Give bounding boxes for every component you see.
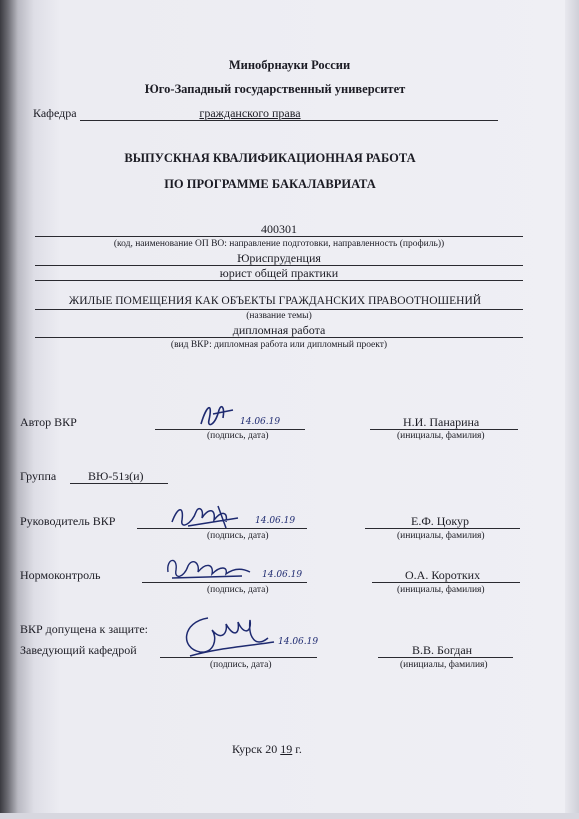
footer-year-suffix: 19 bbox=[280, 742, 293, 756]
supervisor-sign-caption: (подпись, дата) bbox=[207, 531, 269, 541]
supervisor-signature bbox=[168, 500, 248, 534]
author-signature bbox=[195, 400, 240, 432]
ministry-title: Минобрнауки России bbox=[228, 58, 351, 72]
normcontrol-name-line bbox=[372, 582, 520, 583]
program-code: 400301 bbox=[261, 222, 297, 236]
topic-caption: (название темы) bbox=[246, 311, 312, 321]
program-profile: юрист общей практики bbox=[219, 266, 339, 280]
topic-value: ЖИЛЫЕ ПОМЕЩЕНИЯ КАК ОБЪЕКТЫ ГРАЖДАНСКИХ ПРАВООТНОШЕНИЙ bbox=[68, 295, 482, 307]
head-signature bbox=[178, 608, 278, 666]
department-value: гражданского права bbox=[199, 106, 301, 120]
supervisor-name-caption: (инициалы, фамилия) bbox=[397, 531, 485, 541]
normcontrol-name: О.А. Коротких bbox=[405, 568, 481, 582]
group-value: ВЮ-51з(и) bbox=[88, 469, 144, 483]
head-name-caption: (инициалы, фамилия) bbox=[400, 660, 488, 670]
work-title-line1: ВЫПУСКНАЯ КВАЛИФИКАЦИОННАЯ РАБОТА bbox=[124, 151, 416, 165]
group-label: Группа bbox=[20, 469, 57, 483]
normcontrol-sign-date: 14.06.19 bbox=[262, 570, 303, 580]
head-of-department-label: Заведующий кафедрой bbox=[20, 643, 137, 657]
supervisor-name: Е.Ф. Цокур bbox=[411, 514, 469, 528]
work-type-value: дипломная работа bbox=[232, 323, 326, 337]
topic-underline bbox=[35, 309, 523, 310]
page-edge-bottom bbox=[0, 813, 579, 819]
author-name-caption: (инициалы, фамилия) bbox=[397, 431, 485, 441]
admission-label: ВКР допущена к защите: bbox=[20, 622, 148, 636]
head-sign-date: 14.06.19 bbox=[278, 637, 319, 647]
author-sign-caption: (подпись, дата) bbox=[207, 431, 269, 441]
normcontrol-sign-caption: (подпись, дата) bbox=[207, 585, 269, 595]
author-name-line bbox=[370, 429, 518, 430]
program-profile-underline bbox=[35, 280, 523, 281]
program-code-underline bbox=[35, 236, 523, 237]
supervisor-label: Руководитель ВКР bbox=[20, 514, 116, 528]
work-type-underline bbox=[35, 337, 523, 338]
author-sign-date: 14.06.19 bbox=[240, 417, 281, 427]
group-underline bbox=[70, 483, 168, 484]
footer-city-prefix: Курск 20 bbox=[232, 742, 278, 756]
author-name: Н.И. Панарина bbox=[403, 415, 480, 429]
head-sign-caption: (подпись, дата) bbox=[210, 660, 272, 670]
head-name-line bbox=[378, 657, 513, 658]
normcontrol-label: Нормоконтроль bbox=[20, 568, 101, 582]
work-title-line2: ПО ПРОГРАММЕ БАКАЛАВРИАТА bbox=[164, 177, 376, 191]
footer-year-end: г. bbox=[295, 742, 302, 756]
department-label: Кафедра bbox=[33, 106, 77, 120]
author-label: Автор ВКР bbox=[20, 415, 77, 429]
program-direction: Юриспруденция bbox=[237, 251, 321, 265]
normcontrol-signature bbox=[162, 552, 257, 586]
supervisor-sign-date: 14.06.19 bbox=[255, 516, 296, 526]
work-type-caption: (вид ВКР: дипломная работа или дипломный проект) bbox=[170, 340, 388, 350]
university-title: Юго-Западный государственный университет bbox=[144, 82, 406, 96]
normcontrol-name-caption: (инициалы, фамилия) bbox=[397, 585, 485, 595]
supervisor-name-line bbox=[365, 528, 520, 529]
program-code-caption: (код, наименование ОП ВО: направление подготовки, направленность (профиль)) bbox=[113, 239, 445, 249]
footer-city-year bbox=[232, 742, 302, 757]
page-edge bbox=[565, 0, 579, 819]
head-name: В.В. Богдан bbox=[412, 643, 473, 657]
